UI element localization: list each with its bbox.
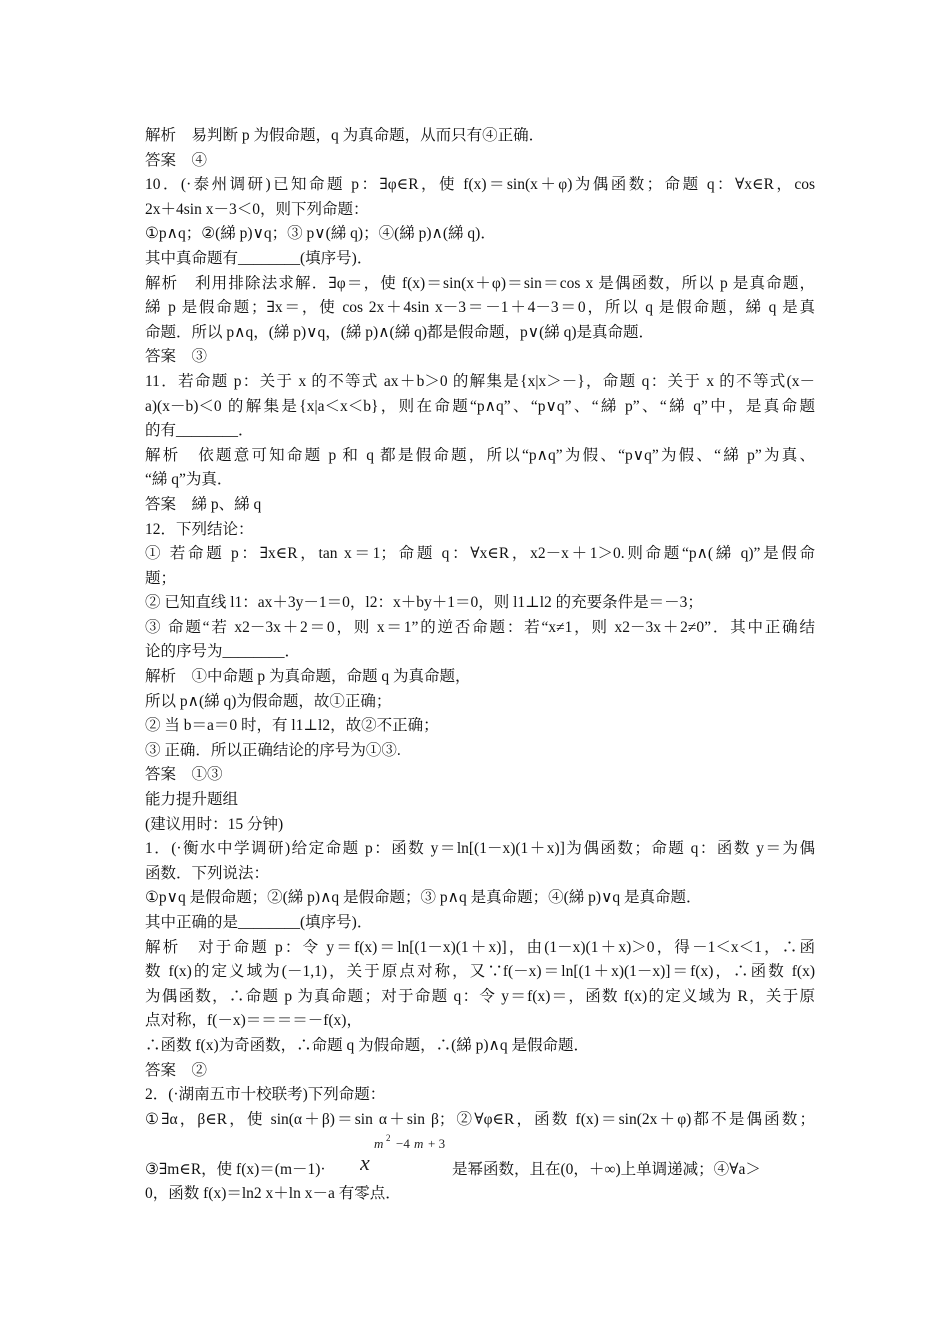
text-line: ② 已知直线 l1：ax＋3y－1＝0，l2：x＋by＋1＝0，则 l1⊥l2 的充要条件是＝－3； [145, 594, 703, 612]
text-line: 数 f(x)的定义域为(－1,1)，关于原点对称，又∵f(－x)＝ln[(1＋x)(1－x)]＝f(x)，∴函数 f(x) [145, 963, 815, 981]
text-line: ①p∧q；②(綈 p)∨q；③ p∨(綈 q)；④(綈 p)∧(綈 q)． [145, 225, 496, 243]
text-line: 解析 ①中命题 p 为真命题，命题 q 为真命题， [145, 668, 471, 686]
text-line: 题； [145, 569, 177, 587]
svg-text:m: m [414, 1136, 424, 1152]
text-line: 所以 p∧(綈 q)为假命题，故①正确； [145, 692, 392, 710]
text-line: 解析 利用排除法求解．∃φ＝，使 f(x)＝sin(x＋φ)＝sin＝cos x 是偶函数，所以 p 是真命题， [145, 274, 815, 292]
svg-text:m: m [374, 1136, 384, 1152]
text-line: 其中真命题有________(填序号)． [145, 249, 373, 267]
text-line: 为偶函数，∴命题 p 为真命题；对于命题 q：令 y＝f(x)＝，函数 f(x)的定义域为 R，关于原 [145, 987, 815, 1005]
svg-text:x: x [360, 1150, 370, 1176]
formula-text-before: ③∃m∈R，使 f(x)＝(m－1)· [145, 1161, 326, 1179]
svg-text:−4: −4 [396, 1136, 410, 1152]
text-line: 解析 对于命题 p：令 y＝f(x)＝ln[(1－x)(1＋x)]，由(1－x)(1＋x)＞0，得－1＜x＜1，∴函 [145, 938, 815, 956]
svg-text:+ 3: + 3 [428, 1136, 446, 1152]
text-line: 命题．所以 p∧q，(綈 p)∨q，(綈 p)∧(綈 q)都是假命题，p∨(綈 q)是真命题． [145, 323, 655, 341]
text-line: 解析 易判断 p 为假命题，q 为真命题，从而只有④正确． [145, 127, 545, 144]
text-line: 能力提升题组 [145, 791, 239, 809]
text-line: 11．若命题 p：关于 x 的不等式 ax＋b＞0 的解集是{x|x＞－}，命题 q：关于 x 的不等式(x－ [145, 372, 815, 390]
text-line: 12．下列结论： [145, 520, 254, 538]
text-line: “綈 q”为真． [145, 471, 233, 489]
text-line: 论的序号为________． [145, 643, 301, 661]
text-line: 其中正确的是________(填序号)． [145, 914, 373, 931]
text-line: ① 若命题 p：∃x∈R，tan x＝1；命题 q：∀x∈R，x2－x＋1＞0.则命题“p∧(綈 q)”是假命 [145, 545, 815, 563]
text-line: 2．(·湖南五市十校联考)下列命题： [145, 1086, 386, 1104]
text-line: a)(x－b)＜0 的解集是{x|a＜x＜b}，则在命题“p∧q”、“p∨q”、“綈 p”、“綈 q”中，是真命题 [145, 397, 815, 415]
text-line: 答案 ①③ [145, 766, 223, 784]
text-line: (建议用时：15 分钟) [145, 815, 284, 833]
text-line: 答案 綈 p、綈 q [145, 495, 262, 513]
text-line: 10．(·泰州调研)已知命题 p：∃φ∈R，使 f(x)＝sin(x＋φ)为偶函数；命题 q：∀x∈R，cos [145, 176, 815, 194]
svg-text:2: 2 [386, 1133, 391, 1144]
text-line: 答案 ③ [145, 348, 208, 366]
text-line: 2x＋4sin x－3＜0，则下列命题： [145, 200, 369, 218]
text-line: 答案 ④ [145, 151, 208, 169]
document-page [145, 124, 815, 1207]
formula-text-after: 是幂函数，且在(0，＋∞)上单调递减；④∀a＞ [452, 1161, 761, 1179]
text-line: ③ 正确．所以正确结论的序号为①③. [145, 741, 401, 759]
text-line: 答案 ② [145, 1061, 208, 1079]
text-line: 的有________． [145, 422, 254, 440]
formula-line [145, 1132, 815, 1182]
text-line: 1．(·衡水中学调研)给定命题 p：函数 y＝ln[(1－x)(1＋x)]为偶函数；命题 q：函数 y＝为偶 [145, 840, 815, 858]
text-line: 解析 依题意可知命题 p 和 q 都是假命题，所以“p∧q”为假、“p∨q”为假、“綈 p”为真、 [145, 446, 815, 464]
power-exponent-picture [360, 1132, 452, 1182]
text-line: 函数．下列说法： [145, 864, 270, 882]
text-line: ③ 命题“若 x2－3x＋2＝0，则 x＝1”的逆否命题：若“x≠1，则 x2－3x＋2≠0”．其中正确结 [145, 618, 815, 636]
text-line: ①∃α，β∈R，使 sin(α＋β)＝sin α＋sin β；②∀φ∈R，函数 f(x)＝sin(2x＋φ)都不是偶函数； [145, 1110, 815, 1128]
text-line: 点对称，f(－x)＝＝＝＝－f(x)， [145, 1012, 362, 1030]
text-line: ∴函数 f(x)为奇函数，∴命题 q 为假命题，∴(綈 p)∧q 是假命题． [145, 1036, 590, 1054]
text-line: ①p∨q 是假命题；②(綈 p)∧q 是假命题；③ p∧q 是真命题；④(綈 p)∨q 是真命题． [145, 889, 702, 907]
text-line: ② 当 b＝a＝0 时，有 l1⊥l2，故②不正确； [145, 717, 439, 735]
text-line-last: 0，函数 f(x)＝ln2 x＋ln x－a 有零点． [145, 1185, 401, 1203]
text-line: 綈 p 是假命题；∃x＝，使 cos 2x＋4sin x－3＝－1＋4－3＝0，所以 q 是假命题，綈 q 是真 [145, 299, 815, 317]
